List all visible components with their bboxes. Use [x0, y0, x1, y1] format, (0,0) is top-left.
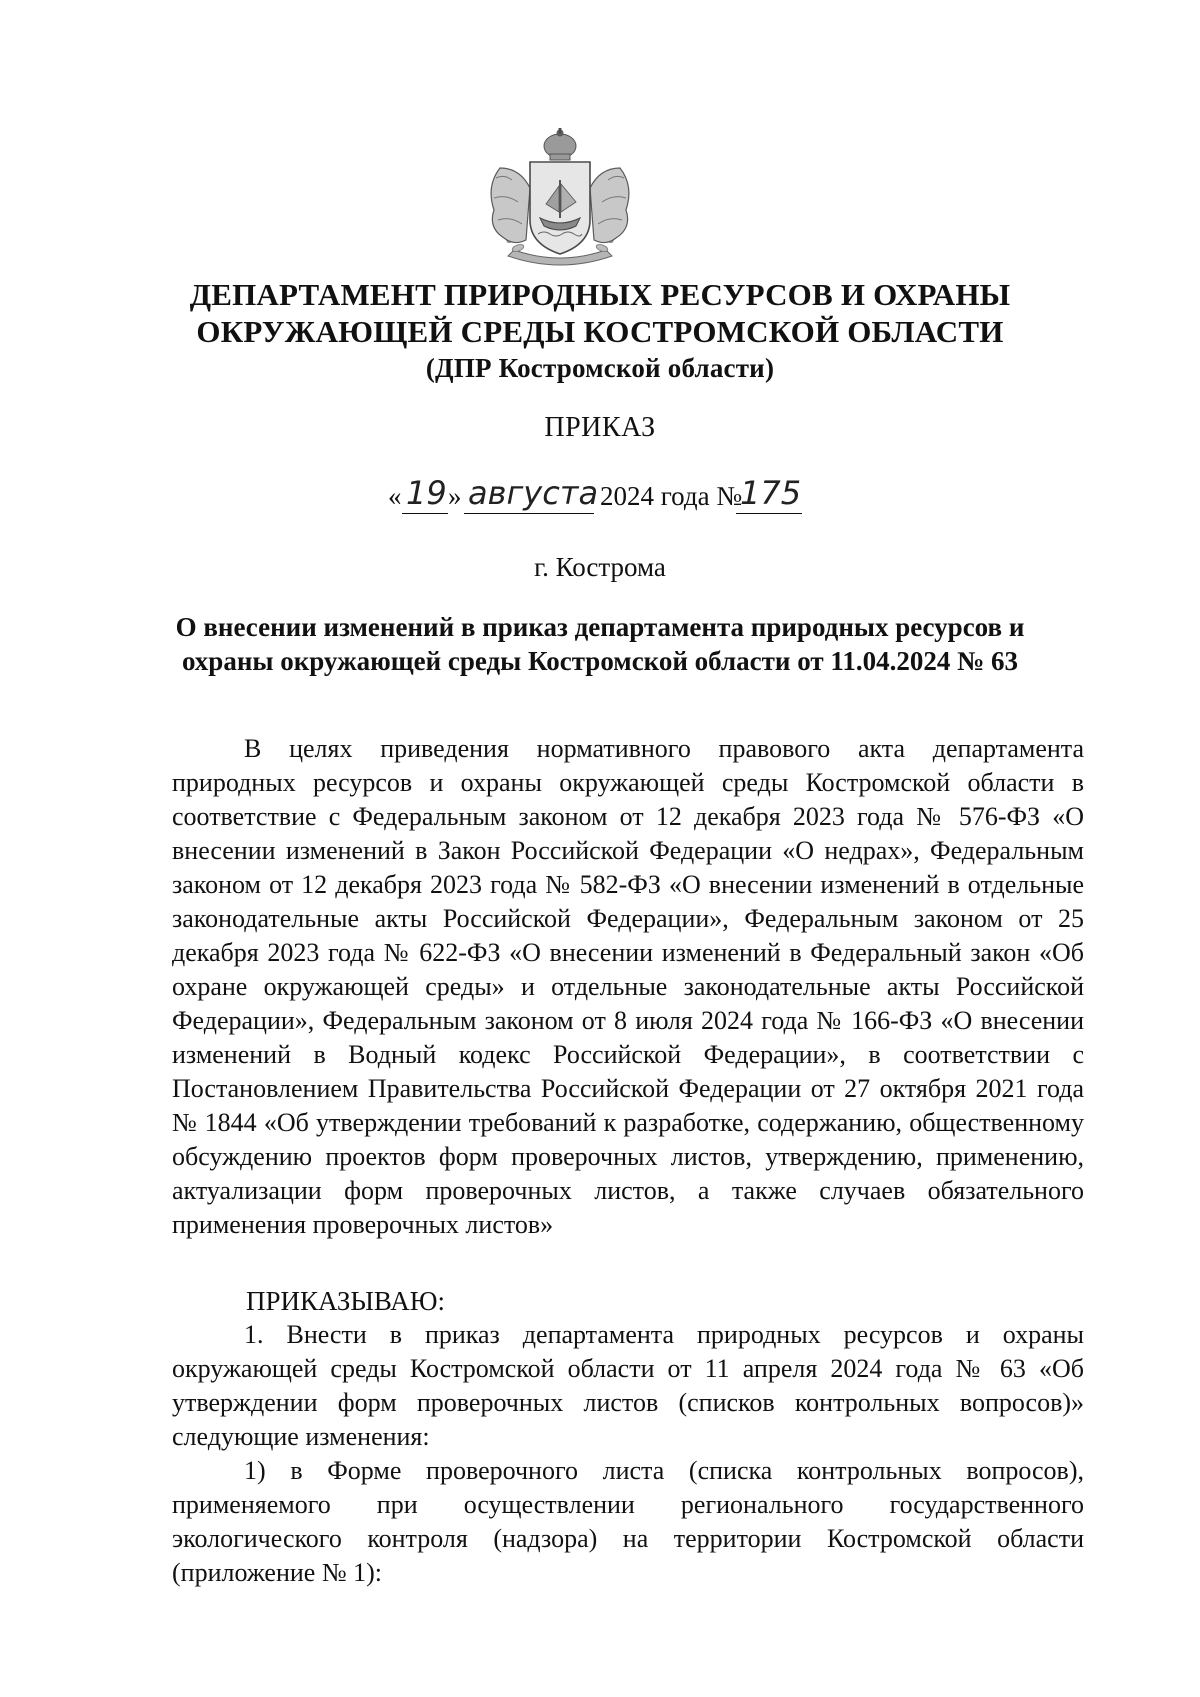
number-underline — [736, 513, 802, 514]
date-open-quote: « — [388, 481, 402, 511]
date-line — [388, 470, 868, 520]
order-item-1: 1. Внести в приказ департамента природных ресурсов и охраны окружающей среды Костромской области от 11 апреля 2024 года № 63 «Об утверждении форм проверочных листов (списков контрольных вопросов)» следующие изменения: — [172, 1320, 1084, 1451]
coat-of-arms-emblem — [478, 128, 642, 270]
day-underline — [402, 513, 448, 514]
department-name-line1: ДЕПАРТАМЕНТ ПРИРОДНЫХ РЕСУРСОВ И ОХРАНЫ — [189, 277, 1011, 312]
order-number-handwritten: 175 — [740, 474, 802, 512]
order-subject-line1: О внесении изменений в приказ департамента природных ресурсов и — [175, 612, 1025, 642]
city-label: г. Кострома — [534, 552, 666, 582]
order-subject-line2: охраны окружающей среды Костромской области от 11.04.2024 № 63 — [181, 646, 1019, 676]
intro-paragraph: В целях приведения нормативного правового акта департамента природных ресурсов и охраны окружающей среды Костромской области в соответствие с Федеральным законом от 12 декабря 2023 года № 576-ФЗ «О внесении изменений в Закон Российской Федерации «О недрах», Федеральным законом от 12 декабря 2023 года № 582-ФЗ «О внесении изменений в отдельные законодательные акты Российской Федерации», Федеральным законом от 25 декабря 2023 года № 622-ФЗ «О внесении изменений в Федеральный закон «Об охране окружающей среды» и отдельные законодательные акты Российской Федерации», Федеральным законом от 8 июля 2024 года № 166-ФЗ «О внесении изменений в Водный кодекс Российской Федерации», в соответствии с Постановлением Правительства Российской Федерации от 27 октября 2021 года № 1844 «Об утверждении требований к разработке, содержанию, общественному обсуждению проектов форм проверочных листов, утверждению, применению, актуализации форм проверочных листов, а также случаев обязательного применения проверочных листов» — [172, 734, 1084, 1239]
department-abbreviation: (ДПР Костромской области) — [425, 353, 775, 383]
order-subitem-1: 1) в Форме проверочного листа (списка контрольных вопросов), применяемого при осуществлении регионального государственного экологического контроля (надзора) на территории Костромской области (приложение № 1): — [172, 1456, 1084, 1587]
month-underline — [464, 513, 594, 514]
prikazyvayu-heading: ПРИКАЗЫВАЮ: — [246, 1286, 445, 1316]
order-subject — [160, 610, 1040, 678]
department-header — [160, 276, 1040, 387]
date-day-handwritten: 19 — [406, 474, 447, 512]
department-name-line2: ОКРУЖАЮЩЕЙ СРЕДЫ КОСТРОМСКОЙ ОБЛАСТИ — [196, 314, 1004, 349]
date-close-quote: » — [448, 481, 462, 511]
date-month-handwritten: августа — [468, 474, 599, 512]
date-year-text: 2024 года № — [600, 481, 743, 511]
document-type-title: ПРИКАЗ — [544, 412, 656, 443]
